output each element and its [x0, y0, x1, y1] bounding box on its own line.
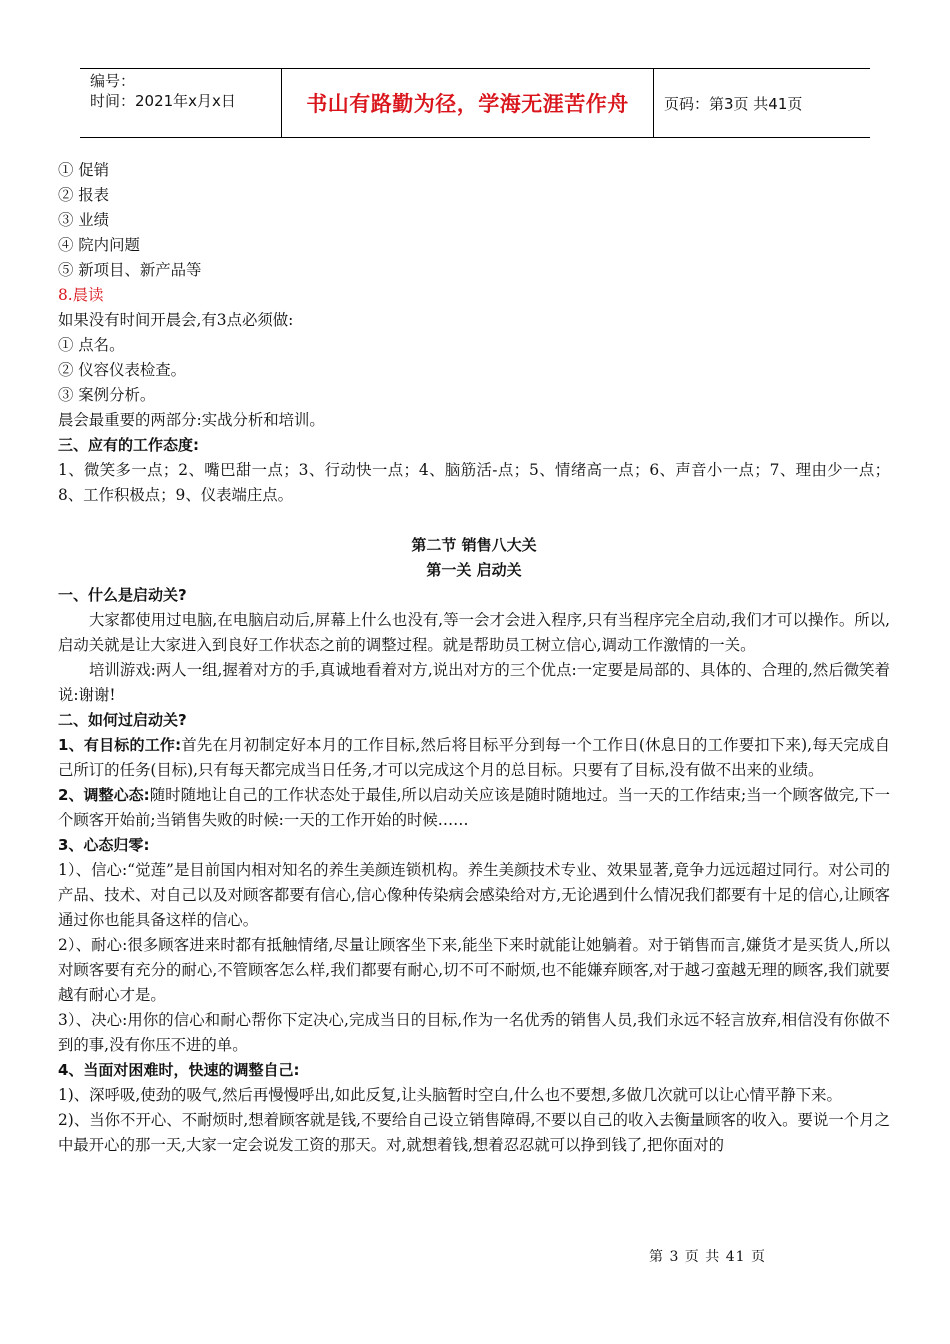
time-label: 时间：2021年x月x日 — [90, 92, 236, 110]
motto-text: 书山有路勤为径，学海无涯苦作舟 — [306, 92, 629, 116]
document-body — [58, 158, 890, 1158]
paragraph: 2）、耐心:很多顾客进来时都有抵触情绪,尽量让顾客坐下来,能坐下来时就能让她躺着。对于销售而言,嫌货才是买货人,所以对顾客要有充分的耐心,不管顾客怎么样,我们都要有耐心,切不可不耐烦,也不能嫌弃顾客,对于越刁蛮越无理的顾客,我们就要越有耐心才是。 — [58, 936, 890, 1004]
list-item: ② 仪容仪表检查。 — [58, 361, 187, 379]
list-item: ① 点名。 — [58, 336, 125, 354]
item-1-text: 首先在月初制定好本月的工作目标,然后将目标平分到每一个工作日(休息日的工作要扣下来),每天完成自己所订的任务(目标),只有每天都完成当日任务,才可以完成这个月的总目标。只要有了目标,没有做不出来的业绩。 — [58, 736, 891, 779]
morning-summary: 晨会最重要的两部分:实战分析和培训。 — [58, 411, 325, 429]
motto-cell — [282, 69, 654, 137]
paragraph: 3）、决心:用你的信心和耐心帮你下定决心,完成当日的目标,作为一名优秀的销售人员,我们永远不轻言放弃,相信没有你做不到的事,没有你压不进的单。 — [58, 1011, 890, 1054]
header-meta-cell — [80, 69, 282, 137]
section-title: 第二节 销售八大关 — [411, 536, 537, 554]
spacer — [58, 508, 890, 533]
attitude-heading: 三、应有的工作态度: — [58, 436, 199, 454]
paragraph — [58, 733, 890, 783]
morning-intro: 如果没有时间开晨会,有3点必须做: — [58, 311, 294, 329]
paragraph: 培训游戏:两人一组,握着对方的手,真诚地看着对方,说出对方的三个优点:一定要是局部的、具体的、合理的,然后微笑着说:谢谢! — [58, 661, 890, 704]
list-item: ③ 业绩 — [58, 211, 110, 229]
document-header — [80, 68, 870, 138]
list-item: ② 报表 — [58, 186, 110, 204]
list-item: ④ 院内问题 — [58, 236, 140, 254]
page-footer: 第 3 页 共 41 页 — [649, 1249, 766, 1265]
item-4-heading: 4、当面对困难时，快速的调整自己: — [58, 1061, 300, 1079]
paragraph — [58, 783, 890, 833]
attitude-paragraph: 1、微笑多一点；2、嘴巴甜一点；3、行动快一点；4、脑筋活-点；5、情绪高一点；6、声音小一点；7、理由少一点；8、工作积极点；9、仪表端庄点。 — [58, 461, 890, 504]
chapter-title: 第一关 启动关 — [426, 561, 522, 579]
list-item: ⑤ 新项目、新产品等 — [58, 261, 202, 279]
item-3-heading: 3、心态归零: — [58, 836, 150, 854]
item-2-text: 随时随地让自己的工作状态处于最佳,所以启动关应该是随时随地过。当一天的工作结束;当一个顾客做完,下一个顾客开始前;当销售失败的时候:一天的工作开始的时候…… — [58, 786, 890, 829]
page-info-text: 页码：第3页 共41页 — [664, 94, 803, 113]
paragraph: 2)、当你不开心、不耐烦时,想着顾客就是钱,不要给自己设立销售障碍,不要以自己的收入去衡量顾客的收入。要说一个月之中最开心的那一天,大家一定会说发工资的那天。对,就想着钱,想着忍忍就可以挣到钱了,把你面对的 — [58, 1111, 890, 1154]
paragraph: 大家都使用过电脑,在电脑启动后,屏幕上什么也没有,等一会才会进入程序,只有当程序完全启动,我们才可以操作。所以,启动关就是让大家进入到良好工作状态之前的调整过程。就是帮助员工树立信心,调动工作激情的一关。 — [58, 611, 890, 654]
item-2-label: 2、调整心态: — [58, 786, 150, 804]
paragraph: 1)、深呼吸,使劲的吸气,然后再慢慢呼出,如此反复,让头脑暂时空白,什么也不要想,多做几次就可以让心情平静下来。 — [58, 1086, 842, 1104]
list-item: ③ 案例分析。 — [58, 386, 156, 404]
list-item: ① 促销 — [58, 161, 110, 179]
question-1-heading: 一、什么是启动关? — [58, 586, 187, 604]
page-info-cell — [654, 69, 870, 137]
paragraph: 1）、信心:“觉莲”是目前国内相对知名的养生美颜连锁机构。养生美颜技术专业、效果显著,竟争力远远超过同行。对公司的产品、技术、对自己以及对顾客都要有信心,信心像种传染病会感染给对方,无论遇到什么情况我们都要有十足的信心,让顾客通过你也能具备这样的信心。 — [58, 861, 890, 929]
item-1-label: 1、有目标的工作: — [58, 736, 182, 754]
number-label: 编号： — [90, 72, 136, 90]
question-2-heading: 二、如何过启动关? — [58, 711, 187, 729]
morning-reading-title: 8.晨读 — [58, 286, 104, 304]
